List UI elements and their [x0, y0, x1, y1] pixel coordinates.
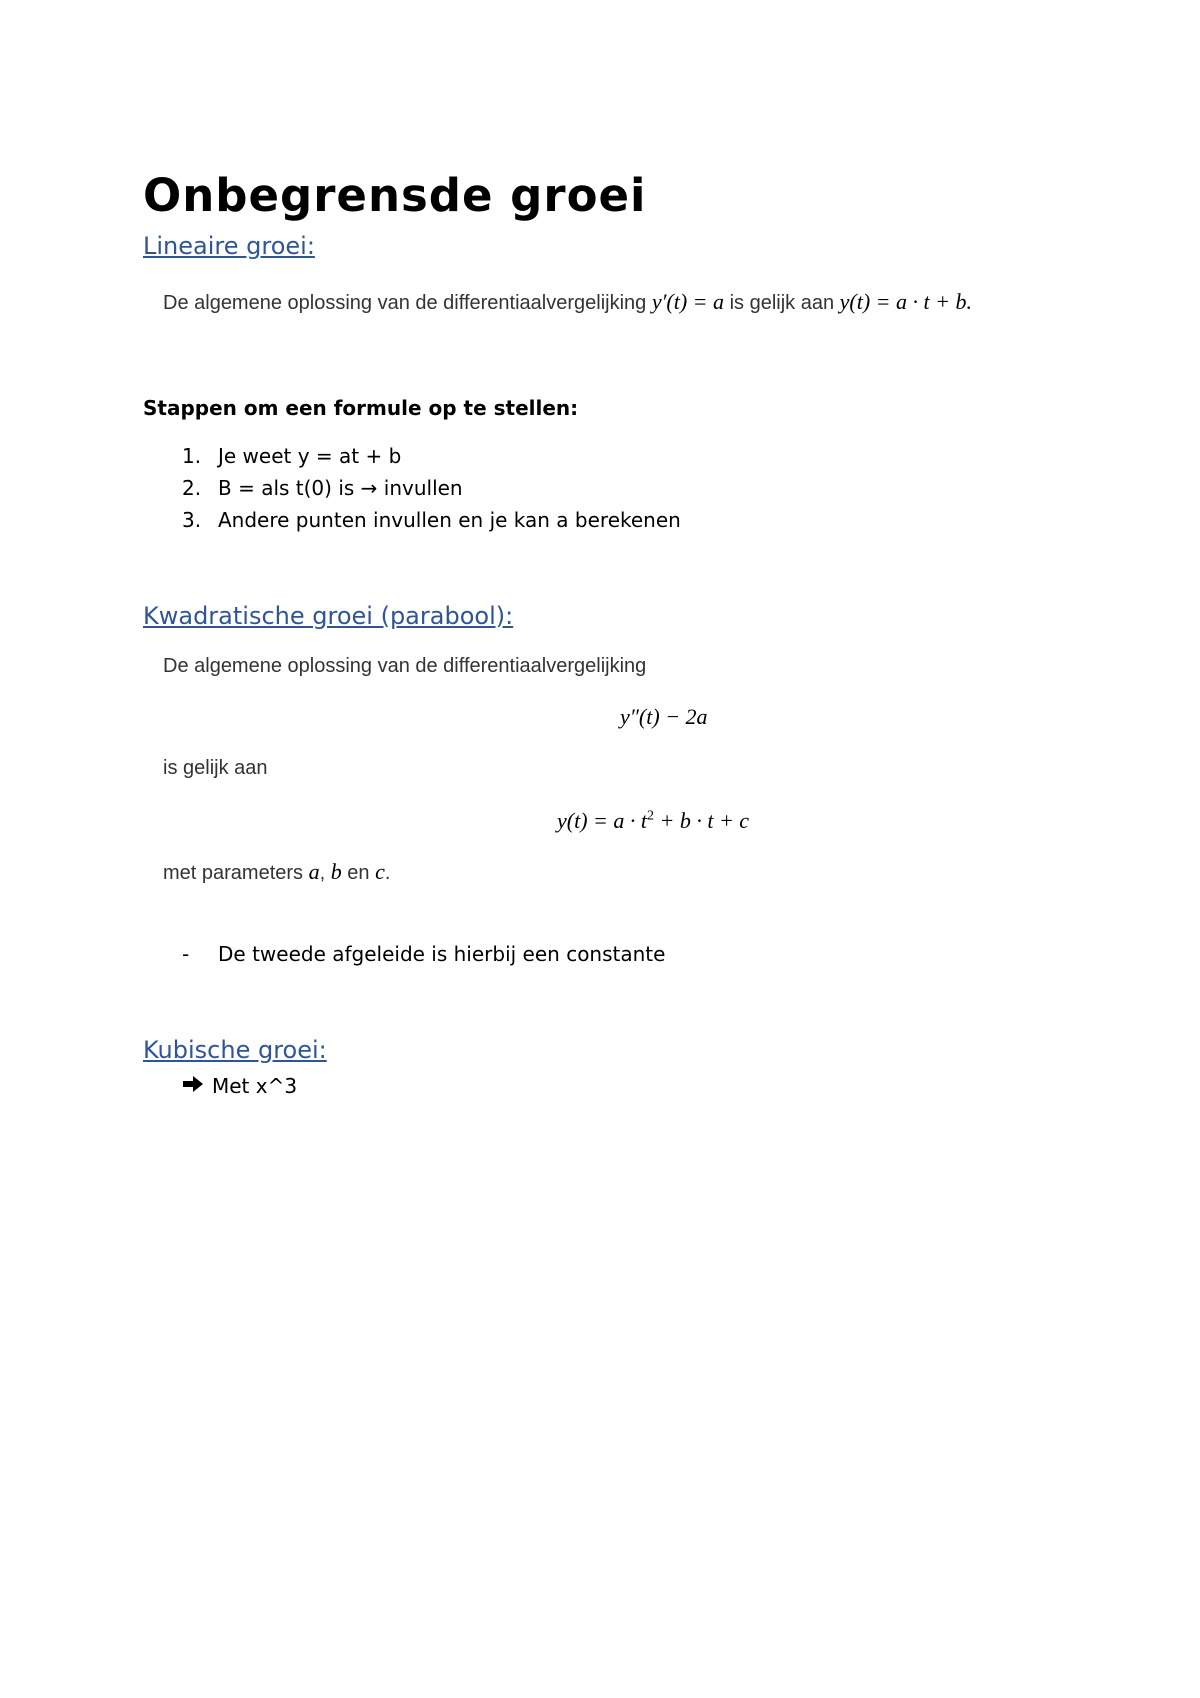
bullet-marker: - [182, 942, 190, 966]
param-a: a [308, 859, 320, 884]
quadratic-equals-text: is gelijk aan [163, 757, 268, 779]
list-number: 1. [182, 444, 202, 468]
cubic-item [182, 1073, 297, 1099]
linear-sentence-middle: is gelijk aan [724, 292, 840, 314]
linear-solution-sentence [163, 289, 972, 316]
bullet-text: De tweede afgeleide is hierbij een constante [218, 942, 666, 966]
linear-differential-equation: y′(t) = a [651, 289, 725, 314]
page-title: Onbegrensde groei [143, 169, 647, 222]
heading-cubic-growth: Kubische groei: [143, 1036, 327, 1064]
solution-exponent: 2 [647, 808, 654, 824]
param-b: b [330, 859, 342, 884]
params-sep: , [319, 862, 331, 884]
linear-general-solution: y(t) = a · t + b [839, 289, 967, 314]
list-number: 3. [182, 508, 202, 532]
quadratic-general-solution [557, 808, 749, 834]
solution-lhs: y(t) = a · t [557, 808, 647, 833]
list-item [182, 475, 463, 501]
heading-linear-growth: Lineaire groei: [143, 232, 315, 260]
heading-quadratic-growth: Kwadratische groei (parabool): [143, 602, 514, 630]
quadratic-differential-equation: y″(t) − 2a [620, 704, 708, 729]
quadratic-intro: De algemene oplossing van de differentiaalvergelijking [163, 655, 647, 677]
params-suffix: . [384, 862, 391, 884]
list-item-text: Je weet y = at + b [218, 444, 402, 468]
bullet-item [182, 941, 665, 967]
arrow-right-icon [182, 1073, 212, 1099]
list-item [182, 507, 681, 533]
solution-rhs: + b · t + c [654, 808, 750, 833]
list-item [182, 443, 401, 469]
steps-label: Stappen om een formule op te stellen: [143, 396, 579, 420]
linear-sentence-prefix: De algemene oplossing van de differentiaalvergelijking [163, 292, 652, 314]
params-prefix: met parameters [163, 862, 309, 884]
list-number: 2. [182, 476, 202, 500]
list-item-text: Andere punten invullen en je kan a berekenen [218, 508, 681, 532]
list-item-text: B = als t(0) is → invullen [218, 476, 463, 500]
params-sep: en [341, 862, 376, 884]
cubic-item-text: Met x^3 [212, 1074, 298, 1098]
param-c: c [375, 859, 385, 884]
quadratic-parameters-sentence [163, 859, 390, 886]
linear-sentence-suffix: . [966, 289, 972, 314]
